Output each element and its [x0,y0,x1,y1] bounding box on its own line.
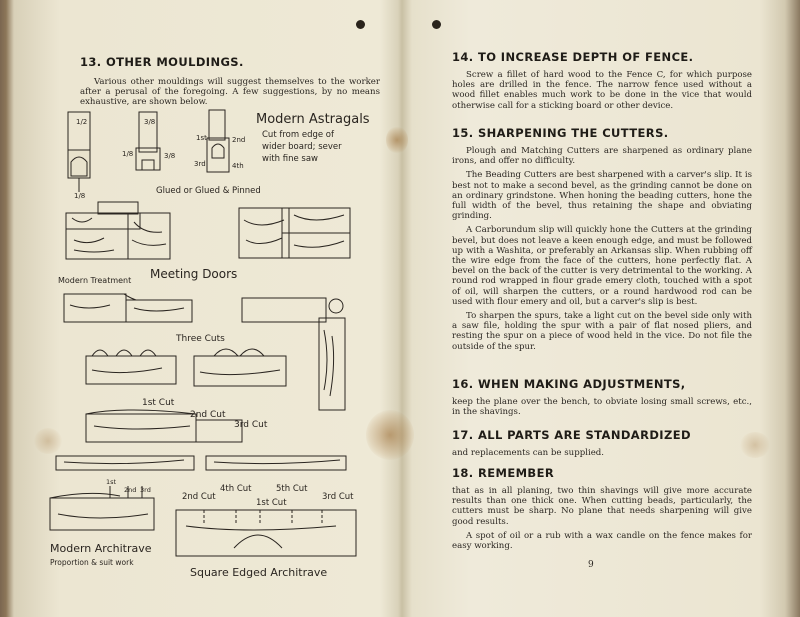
three-cuts-drawing [86,349,286,386]
dim-label: 2nd [232,136,246,144]
section-14 [452,50,752,111]
label-first-cut: 1st Cut [256,498,287,508]
dim-label: 3/8 [164,152,176,160]
dim-label: 1/2 [76,118,88,126]
page-number: 9 [588,560,594,570]
paragraph: The Beading Cutters are best sharpened with a carver's slip. It is best not to make a second bevel, as the grinding cannot be done on an ordinary grindstone. When honing the beading cutters, hone the full width of the bevel, thus retaining the shape and obviating grinding. [452,170,752,222]
section-heading: 13. OTHER MOULDINGS. [80,55,244,69]
paragraph: To sharpen the spurs, take a light cut on the bevel side only with a saw file, holding the spur with a pair of flat nosed pliers, and resting the spur on a piece of wood held in the vice. Do not file the outside of the spur. [452,311,752,352]
dim-label: 3rd [194,160,206,168]
label-astragal-note: wider board; sever [262,142,342,152]
section-heading: 16. WHEN MAKING ADJUSTMENTS, [452,377,686,391]
label-first-cut: 1st Cut [142,398,175,408]
left-page [14,0,400,605]
label-second-cut: 2nd Cut [190,410,226,420]
section-15 [452,126,752,352]
section-heading: 18. REMEMBER [452,466,555,480]
label-astragal-note: Cut from edge of [262,130,334,140]
label-proportion: Proportion & suit work [50,558,134,567]
square-edged-architrave-drawing [176,510,356,556]
label-meeting-doors: Meeting Doors [150,267,238,281]
section-18 [452,466,752,551]
label-modern-astragals: Modern Astragals [256,112,370,127]
dim-label: 3/8 [144,118,156,126]
paragraph: Plough and Matching Cutters are sharpened as ordinary plane irons, and offer no difficulty. [452,146,752,167]
dim-label: 1st [196,134,207,142]
dim-label: 1/8 [74,192,86,200]
section-17 [452,428,752,458]
meeting-doors-drawing [66,202,350,259]
modern-architrave-drawing [50,486,154,530]
section-heading: 15. SHARPENING THE CUTTERS. [452,126,669,140]
paragraph: keep the plane over the bench, to obviate losing small screws, etc., in the shavings. [452,397,752,418]
section-16 [452,377,752,417]
paragraph: A spot of oil or a rub with a wax candle on the fence makes for easy working. [452,530,752,552]
label-square-edged-architrave: Square Edged Architrave [190,566,328,579]
paragraph: and replacements can be supplied. [452,448,605,458]
dim-label: 4th [232,162,244,170]
label-astragal-note: with fine saw [262,154,318,164]
label-fifth-cut: 5th Cut [276,484,308,494]
right-page [404,0,784,605]
label-modern-treatment: Modern Treatment [58,276,132,285]
modern-treatment-drawing [64,294,345,410]
paragraph: that as in all planing, two thin shavings will give more accurate results than one thick one. When cutting beads, particularly, the cutters must be sharp. No plane that needs sharpening will give good results. [452,486,752,527]
label-third-cut: 3rd Cut [234,420,268,430]
label-three-cuts: Three Cuts [176,334,225,344]
section-heading: 14. TO INCREASE DEPTH OF FENCE. [452,50,694,64]
label-third-cut: 3rd Cut [322,492,354,502]
intro-text: Various other mouldings will suggest themselves to the worker after a perusal of the foregoing. A few suggestions, by no means exhaustive, are shown below. [80,77,380,108]
dim-label: 1/8 [122,150,134,158]
paragraph: Screw a fillet of hard wood to the Fence C, for which purpose holes are drilled in the fence. The narrow fence used without a wood fillet enables much work to be done in the vice that would otherwise call for a sticking board or other device. [452,70,752,111]
mouldings-illustrations [14,0,400,605]
paragraph: A Carborundum slip will quickly hone the Cutters at the grinding bevel, but does not leave a keen enough edge, and must be followed up with a Washita, or preferably an Arkansas slip. When rubbing off the wire edge from the face of the cutters, hone perfectly flat. A bevel on the back of the cutter is very detrimental to the working. A round rod wrapped in flour grade emery cloth, touched with a spot of oil, will sharpen the cutters, or a round hardwood rod can be used with flour emery and oil, but a carver's slip is best. [452,225,752,307]
label-second-cut: 2nd Cut [182,492,216,502]
label-modern-architrave: Modern Architrave [50,542,152,555]
dim-label: 1st [106,478,117,486]
dim-label: 2nd [124,486,137,494]
section-heading: 17. ALL PARTS ARE STANDARDIZED [452,428,691,442]
dim-label: 3rd [140,486,151,494]
label-fourth-cut: 4th Cut [220,484,252,494]
label-glued: Glued or Glued & Pinned [156,186,261,196]
